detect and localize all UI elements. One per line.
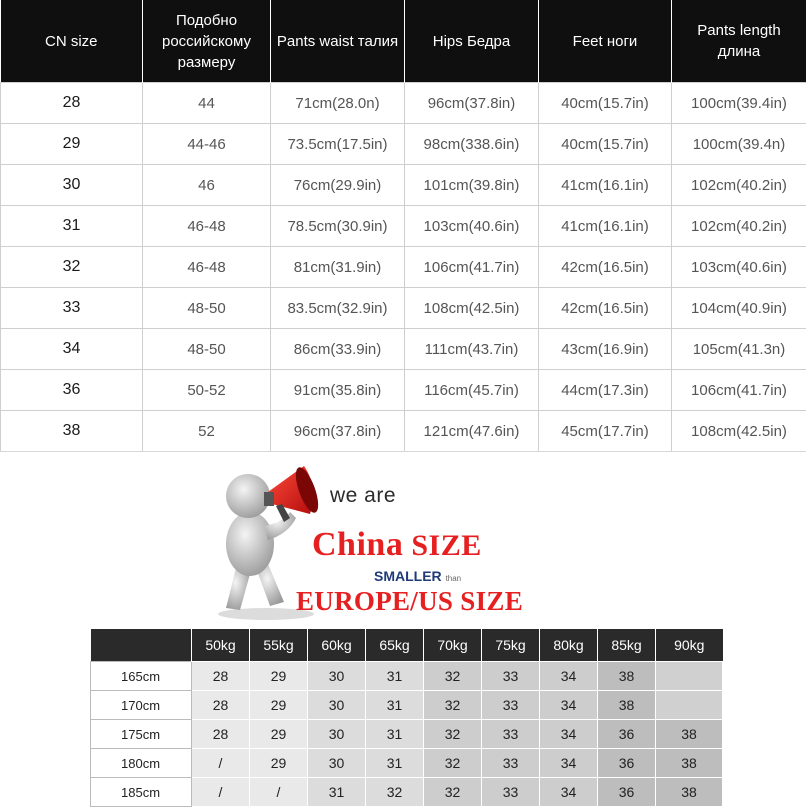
size-value-cell: 30: [308, 662, 366, 691]
feet-cell: 44cm(17.3in): [539, 370, 672, 411]
feet-cell: 43cm(16.9in): [539, 329, 672, 370]
size-value-cell: 33: [482, 691, 540, 720]
size-value-cell: 32: [424, 749, 482, 778]
waist-cell: 86cm(33.9in): [271, 329, 405, 370]
size-value-cell: 36: [598, 778, 656, 807]
size-row: [1, 329, 806, 370]
height-label: 175cm: [91, 720, 192, 749]
china-word: China: [312, 526, 403, 563]
size-value-cell: 31: [308, 778, 366, 807]
size-row: [1, 124, 806, 165]
length-cell: 102cm(40.2in): [672, 206, 806, 247]
size-value-cell: 34: [540, 662, 598, 691]
size-value-cell: 33: [482, 778, 540, 807]
weight-header-cell: 60kg: [308, 629, 366, 662]
size-value-cell: 28: [192, 720, 250, 749]
size-value-cell: 31: [366, 691, 424, 720]
size-value-cell: /: [192, 778, 250, 807]
header-hips: Hips Бедра: [405, 0, 539, 83]
size-value-cell: [656, 662, 723, 691]
waist-cell: 78.5cm(30.9in): [271, 206, 405, 247]
size-value-cell: 30: [308, 691, 366, 720]
size-value-cell: 32: [366, 778, 424, 807]
weight-header-cell: 85kg: [598, 629, 656, 662]
hips-cell: 108cm(42.5in): [405, 288, 539, 329]
size-value-cell: 33: [482, 720, 540, 749]
smaller-word: SMALLER: [374, 568, 442, 584]
size-value-cell: 34: [540, 691, 598, 720]
china-size-title: [312, 526, 482, 564]
size-value-cell: 30: [308, 749, 366, 778]
size-value-cell: 38: [656, 749, 723, 778]
russian-size-cell: 46: [143, 165, 271, 206]
size-value-cell: 31: [366, 749, 424, 778]
hips-cell: 101cm(39.8in): [405, 165, 539, 206]
height-row: [91, 662, 723, 691]
smaller-than-text: [374, 568, 461, 584]
russian-size-cell: 44-46: [143, 124, 271, 165]
feet-cell: 42cm(16.5in): [539, 288, 672, 329]
length-cell: 106cm(41.7in): [672, 370, 806, 411]
size-value-cell: 32: [424, 691, 482, 720]
feet-cell: 42cm(16.5in): [539, 247, 672, 288]
russian-size-cell: 50-52: [143, 370, 271, 411]
feet-cell: 40cm(15.7in): [539, 124, 672, 165]
hips-cell: 116cm(45.7in): [405, 370, 539, 411]
russian-size-cell: 44: [143, 83, 271, 124]
size-value-cell: /: [250, 778, 308, 807]
length-cell: 104cm(40.9in): [672, 288, 806, 329]
size-value-cell: 32: [424, 720, 482, 749]
weight-header-cell: 70kg: [424, 629, 482, 662]
length-cell: 108cm(42.5in): [672, 411, 806, 452]
cn-size-cell: 30: [1, 165, 143, 206]
weight-header-cell: 55kg: [250, 629, 308, 662]
hips-cell: 106cm(41.7in): [405, 247, 539, 288]
header-waist: Pants waist талия: [271, 0, 405, 83]
feet-cell: 41cm(16.1in): [539, 165, 672, 206]
size-value-cell: 29: [250, 691, 308, 720]
russian-size-cell: 52: [143, 411, 271, 452]
waist-cell: 83.5cm(32.9in): [271, 288, 405, 329]
cn-size-cell: 31: [1, 206, 143, 247]
than-word: than: [446, 574, 462, 583]
waist-cell: 76cm(29.9in): [271, 165, 405, 206]
height-row: [91, 749, 723, 778]
size-value-cell: 33: [482, 662, 540, 691]
height-label: 185cm: [91, 778, 192, 807]
weight-header-cell: 65kg: [366, 629, 424, 662]
waist-cell: 71cm(28.0n): [271, 83, 405, 124]
hips-cell: 111cm(43.7in): [405, 329, 539, 370]
size-value-cell: 30: [308, 720, 366, 749]
size-value-cell: [656, 691, 723, 720]
waist-cell: 96cm(37.8in): [271, 411, 405, 452]
cn-size-cell: 33: [1, 288, 143, 329]
size-value-cell: 32: [424, 662, 482, 691]
size-chart-header-row: [1, 0, 806, 83]
length-cell: 100cm(39.4n): [672, 124, 806, 165]
hips-cell: 103cm(40.6in): [405, 206, 539, 247]
size-value-cell: 36: [598, 749, 656, 778]
size-value-cell: 32: [424, 778, 482, 807]
size-row: [1, 370, 806, 411]
size-value-cell: 38: [656, 720, 723, 749]
header-length: Pants length длина: [672, 0, 806, 83]
size-value-cell: 28: [192, 691, 250, 720]
size-row: [1, 247, 806, 288]
size-value-cell: 31: [366, 662, 424, 691]
cn-size-cell: 32: [1, 247, 143, 288]
size-row: [1, 411, 806, 452]
size-value-cell: 33: [482, 749, 540, 778]
weight-header-cell: 80kg: [540, 629, 598, 662]
feet-cell: 40cm(15.7in): [539, 83, 672, 124]
size-row: [1, 83, 806, 124]
waist-cell: 73.5cm(17.5in): [271, 124, 405, 165]
size-value-cell: 29: [250, 662, 308, 691]
cn-size-cell: 29: [1, 124, 143, 165]
weight-header-cell: 90kg: [656, 629, 723, 662]
cn-size-cell: 38: [1, 411, 143, 452]
header-feet: Feet ноги: [539, 0, 672, 83]
size-value-cell: 38: [598, 691, 656, 720]
size-value-cell: 34: [540, 720, 598, 749]
hips-cell: 121cm(47.6in): [405, 411, 539, 452]
waist-cell: 81cm(31.9in): [271, 247, 405, 288]
corner-cell: [91, 629, 192, 662]
size-value-cell: 38: [598, 662, 656, 691]
russian-size-cell: 48-50: [143, 288, 271, 329]
header-cn-size: CN size: [1, 0, 143, 83]
weight-header-cell: 75kg: [482, 629, 540, 662]
china-size-banner: [206, 456, 518, 622]
size-value-cell: 38: [656, 778, 723, 807]
size-value-cell: 29: [250, 720, 308, 749]
size-word: SIZE: [411, 529, 481, 562]
height-row: [91, 720, 723, 749]
height-label: 165cm: [91, 662, 192, 691]
size-value-cell: 28: [192, 662, 250, 691]
size-row: [1, 206, 806, 247]
length-cell: 105cm(41.3n): [672, 329, 806, 370]
size-value-cell: /: [192, 749, 250, 778]
russian-size-cell: 48-50: [143, 329, 271, 370]
feet-cell: 41cm(16.1in): [539, 206, 672, 247]
weight-header-row: [91, 629, 723, 662]
hips-cell: 96cm(37.8in): [405, 83, 539, 124]
size-value-cell: 29: [250, 749, 308, 778]
size-value-cell: 34: [540, 778, 598, 807]
height-row: [91, 778, 723, 807]
cn-size-cell: 28: [1, 83, 143, 124]
europe-us-size-text: EUROPE/US SIZE: [296, 586, 523, 617]
size-value-cell: 36: [598, 720, 656, 749]
russian-size-cell: 46-48: [143, 206, 271, 247]
height-label: 180cm: [91, 749, 192, 778]
weight-height-table: [90, 629, 723, 807]
hips-cell: 98cm(338.6in): [405, 124, 539, 165]
size-row: [1, 165, 806, 206]
length-cell: 100cm(39.4in): [672, 83, 806, 124]
height-label: 170cm: [91, 691, 192, 720]
cn-size-cell: 34: [1, 329, 143, 370]
length-cell: 102cm(40.2in): [672, 165, 806, 206]
we-are-text: we are: [330, 484, 396, 508]
waist-cell: 91cm(35.8in): [271, 370, 405, 411]
size-value-cell: 34: [540, 749, 598, 778]
weight-header-cell: 50kg: [192, 629, 250, 662]
height-row: [91, 691, 723, 720]
cn-size-cell: 36: [1, 370, 143, 411]
length-cell: 103cm(40.6in): [672, 247, 806, 288]
feet-cell: 45cm(17.7in): [539, 411, 672, 452]
russian-size-cell: 46-48: [143, 247, 271, 288]
size-value-cell: 31: [366, 720, 424, 749]
size-row: [1, 288, 806, 329]
header-russian-size: Подобно российскому размеру: [143, 0, 271, 83]
